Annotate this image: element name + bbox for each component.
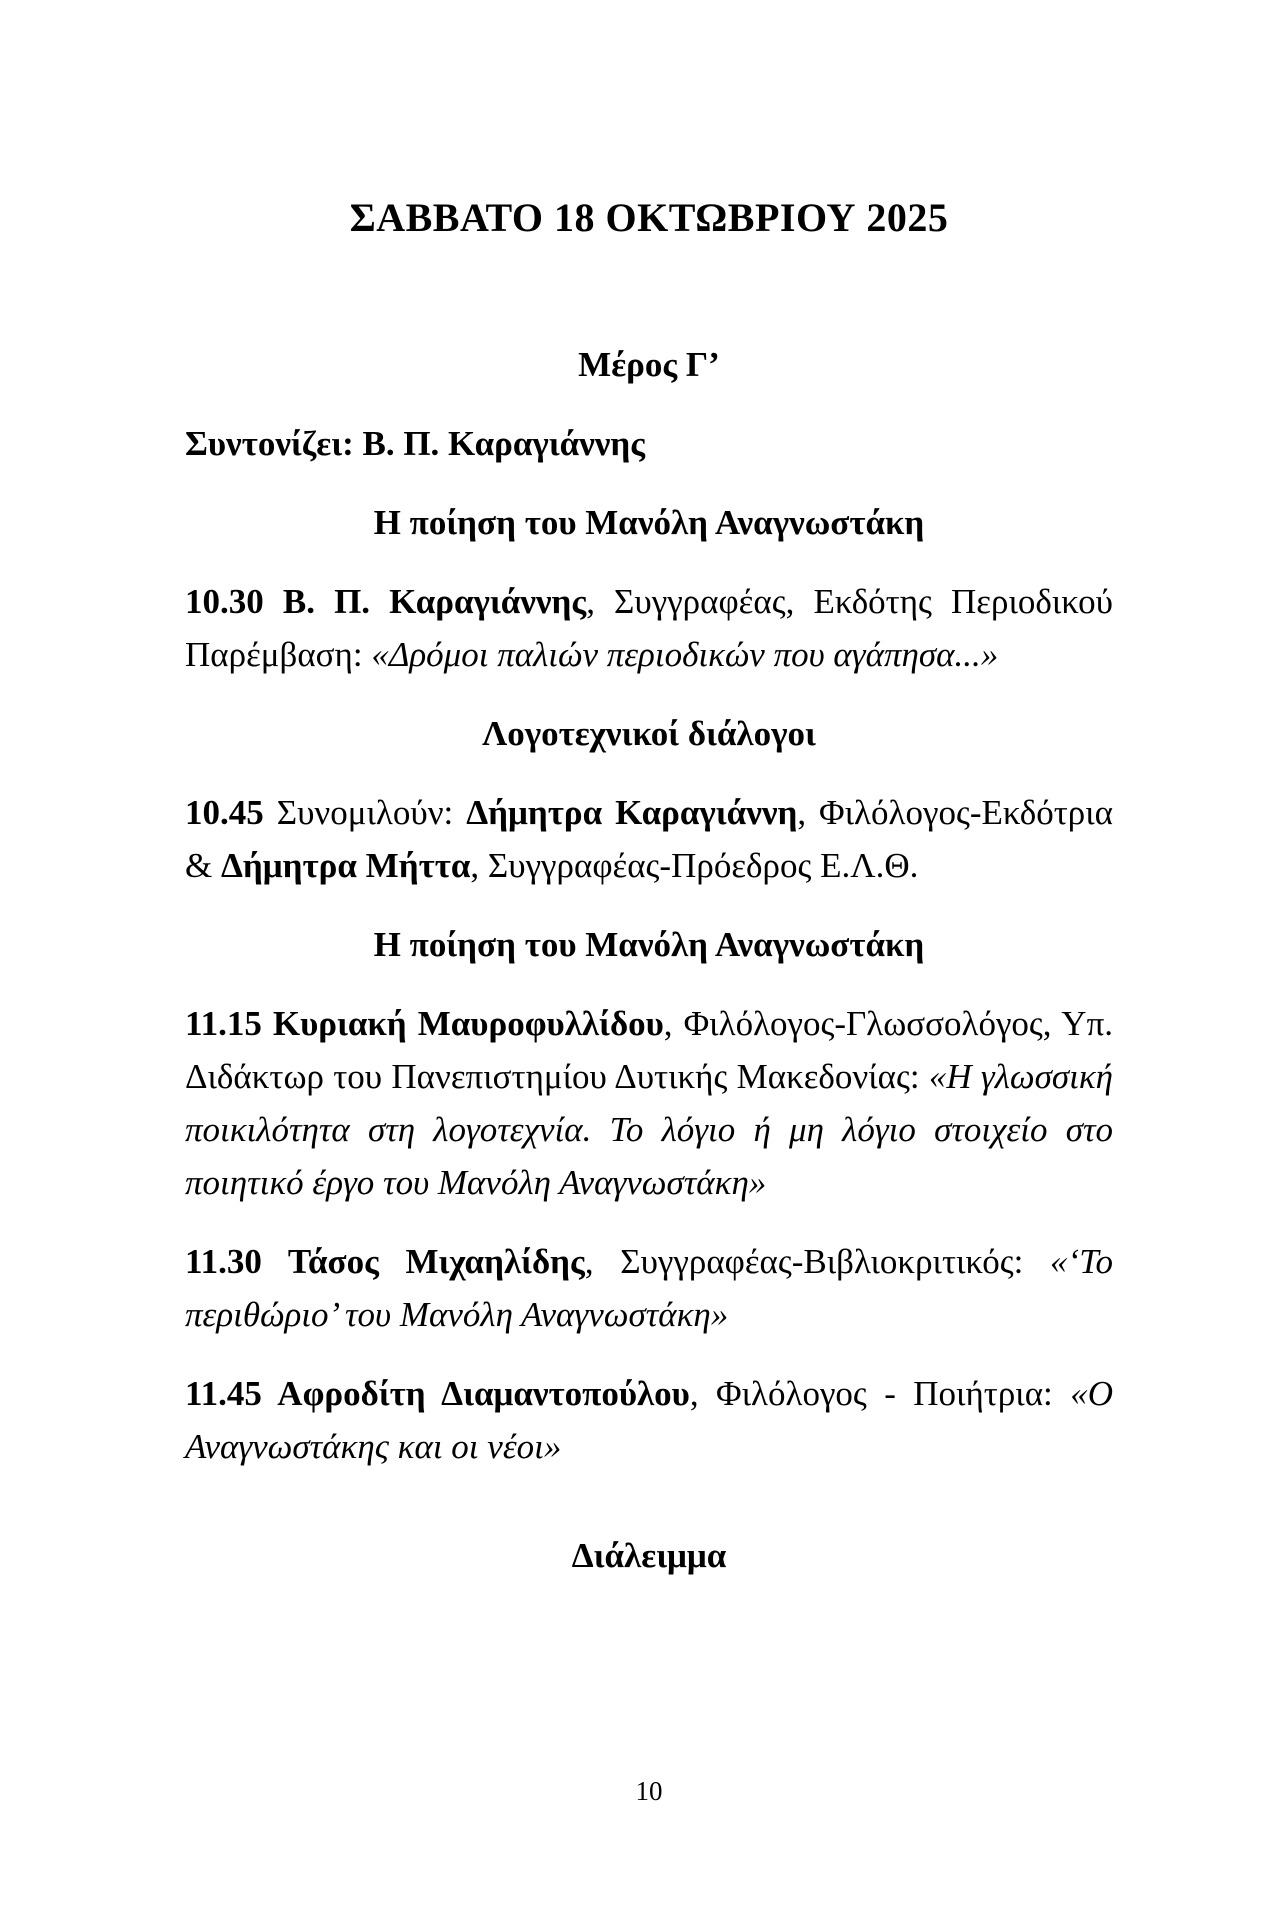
- entry-1045-time: 10.45: [185, 793, 264, 832]
- page-content: [185, 0, 1113, 1582]
- entry-1145-role: , Φιλόλογος - Ποιήτρια:: [689, 1374, 1071, 1413]
- entry-1045-mid: , Φιλόλογος-Εκδότρια &: [185, 793, 1113, 885]
- moderator-line: Συντονίζει: Β. Π. Καραγιάννης: [185, 424, 646, 463]
- entry-1045-speaker2: Δήμητρα Μήττα: [220, 846, 471, 885]
- entry-1145-talk-title: «Ο Αναγνωστάκης και οι νέοι»: [185, 1374, 1113, 1466]
- entry-1130: [185, 1235, 1113, 1341]
- part-heading: Μέρος Γ’: [578, 345, 720, 384]
- entry-1030-time-speaker: 10.30 Β. Π. Καραγιάννης: [185, 582, 587, 621]
- entry-1115-role: , Φιλόλογος-Γλωσσολόγος, Υπ. Διδάκτωρ του Πανεπιστημίου Δυτικής Μακεδονίας:: [185, 1004, 1113, 1096]
- session1-heading: Η ποίηση του Μανόλη Αναγνωστάκη: [373, 503, 925, 542]
- entry-1115-time-speaker: 11.15 Κυριακή Μαυροφυλλίδου: [185, 1004, 664, 1043]
- entry-1145: [185, 1367, 1113, 1473]
- entry-1045-speaker1: Δήμητρα Καραγιάννη: [466, 793, 798, 832]
- entry-1045-tail: , Συγγραφέας-Πρόεδρος Ε.Λ.Θ.: [470, 846, 919, 885]
- entry-1115: [185, 997, 1113, 1209]
- entry-1030: [185, 575, 1113, 681]
- entry-1030-role: , Συγγραφέας, Εκδότης Περιοδικού Παρέμβαση:: [185, 582, 1113, 674]
- page-number: 10: [635, 1776, 663, 1806]
- entry-1030-talk-title: «Δρόμοι παλιών περιοδικών που αγάπησα...»: [371, 635, 999, 674]
- entry-1130-talk-title: «‘Το περιθώριο’ του Μανόλη Αναγνωστάκη»: [185, 1242, 1113, 1334]
- entry-1145-time-speaker: 11.45 Αφροδίτη Διαμαντοπούλου: [185, 1374, 690, 1413]
- entry-1045-lead: Συνομιλούν:: [263, 793, 467, 832]
- session2-heading: Η ποίηση του Μανόλη Αναγνωστάκη: [373, 925, 925, 964]
- entry-1130-role: , Συγγραφέας-Βιβλιοκριτικός:: [584, 1242, 1051, 1281]
- dialogues-heading: Λογοτεχνικοί διάλογοι: [482, 714, 816, 753]
- date-title: ΣΑΒΒΑΤΟ 18 ΟΚΤΩΒΡΙΟΥ 2025: [349, 195, 949, 240]
- entry-1130-time-speaker: 11.30 Τάσος Μιχαηλίδης: [185, 1242, 585, 1281]
- entry-1115-talk-title: «Η γλωσσική ποικιλότητα στη λογοτεχνία. Το λόγιο ή μη λόγιο στοιχείο στο ποιητικό έργο του Μανόλη Αναγνωστάκη»: [185, 1057, 1113, 1202]
- break-heading: Διάλειμμα: [571, 1536, 727, 1575]
- entry-1045: [185, 786, 1113, 892]
